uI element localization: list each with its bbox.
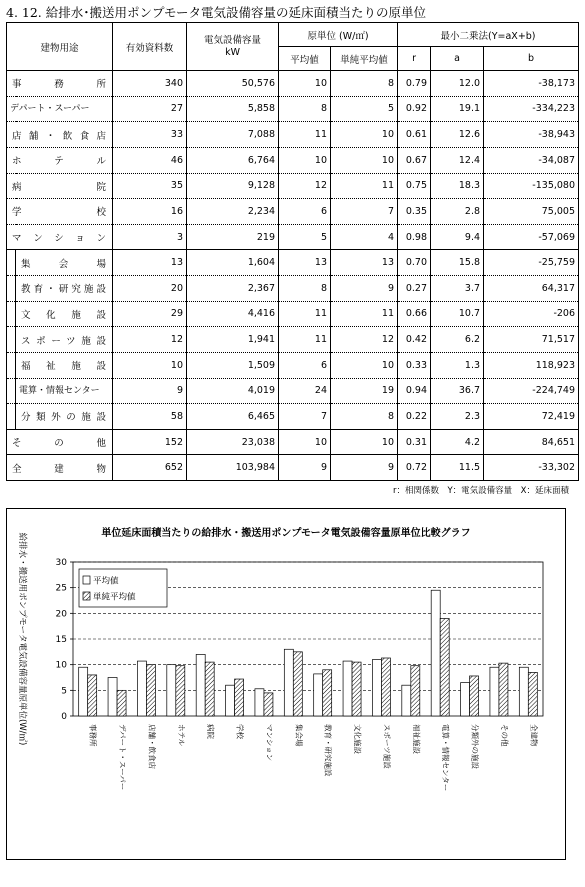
table-row — [7, 404, 579, 430]
cell-simple-avg: 10 — [331, 352, 398, 378]
cell-avg: 10 — [279, 147, 331, 173]
cell-count: 9 — [113, 378, 187, 404]
header-capacity-label: 電気設備容量 — [204, 34, 262, 46]
cell-avg: 9 — [279, 455, 331, 481]
cell-use: 分類外の施設 — [16, 404, 113, 430]
cell-use: 学 校 — [7, 199, 113, 225]
cell-r: 0.61 — [398, 122, 431, 148]
y-tick-label: 25 — [55, 583, 67, 594]
cell-use: 事 務 所 — [7, 71, 113, 97]
legend-label: 単純平均値 — [93, 592, 136, 603]
bar-avg — [490, 667, 499, 716]
header-lsq: 最小二乗法(Y=aX+b) — [398, 23, 579, 47]
cell-simple-avg: 9 — [331, 455, 398, 481]
table-row — [7, 276, 579, 302]
bar-simple-avg — [264, 693, 273, 716]
table-row — [7, 429, 579, 455]
cell-capacity: 5,858 — [187, 96, 279, 122]
cell-count: 35 — [113, 173, 187, 199]
cell-use: 集 会 場 — [16, 250, 113, 276]
cell-a: 15.8 — [431, 250, 484, 276]
cell-avg: 13 — [279, 250, 331, 276]
cell-b: 71,517 — [484, 327, 579, 353]
cell-capacity: 103,984 — [187, 455, 279, 481]
x-tick-label: 病院 — [206, 724, 216, 739]
cell-a: 18.3 — [431, 173, 484, 199]
cell-count: 46 — [113, 147, 187, 173]
x-tick-label: 分類外の施設 — [470, 724, 480, 769]
cell-r: 0.35 — [398, 199, 431, 225]
cell-count: 58 — [113, 404, 187, 430]
cell-r: 0.67 — [398, 147, 431, 173]
table-row — [7, 455, 579, 481]
cell-use: 教育・研究施設 — [16, 276, 113, 302]
cell-use: 店舗・飲食店 — [7, 122, 113, 148]
cell-a: 1.3 — [431, 352, 484, 378]
x-tick-label: 全建物 — [529, 724, 539, 747]
cell-b: 75,005 — [484, 199, 579, 225]
chart-title: 単位延床面積当たりの給排水・搬送用ポンプモータ電気設備容量原単位比較グラフ — [101, 528, 471, 539]
y-tick-label: 30 — [55, 558, 67, 568]
cell-simple-avg: 4 — [331, 224, 398, 250]
cell-count: 20 — [113, 276, 187, 302]
cell-simple-avg: 10 — [331, 122, 398, 148]
cell-count: 3 — [113, 224, 187, 250]
bar-avg — [431, 590, 440, 716]
cell-use: デパート・スーパー — [7, 96, 113, 122]
cell-avg: 8 — [279, 276, 331, 302]
bar-simple-avg — [440, 618, 449, 716]
bar-simple-avg — [88, 675, 97, 716]
table-row — [7, 250, 579, 276]
header-unit: 原単位 (W/㎡) — [279, 23, 398, 47]
cell-avg: 10 — [279, 71, 331, 97]
bar-avg — [226, 685, 235, 716]
cell-a: 6.2 — [431, 327, 484, 353]
cell-b: -135,080 — [484, 173, 579, 199]
cell-a: 11.5 — [431, 455, 484, 481]
cell-avg: 12 — [279, 173, 331, 199]
chart-box — [6, 508, 566, 860]
cell-r: 0.31 — [398, 429, 431, 455]
cell-b: 72,419 — [484, 404, 579, 430]
cell-capacity: 219 — [187, 224, 279, 250]
cell-simple-avg: 8 — [331, 71, 398, 97]
cell-capacity: 1,604 — [187, 250, 279, 276]
cell-count: 13 — [113, 250, 187, 276]
group-bracket — [7, 250, 16, 276]
cell-b: 84,651 — [484, 429, 579, 455]
bar-avg — [372, 660, 381, 716]
bar-avg — [255, 689, 264, 716]
group-bracket — [7, 327, 16, 353]
cell-avg: 10 — [279, 429, 331, 455]
x-tick-label: 集会場 — [294, 724, 304, 747]
table-row — [7, 199, 579, 225]
cell-capacity: 2,234 — [187, 199, 279, 225]
cell-a: 10.7 — [431, 301, 484, 327]
table-row — [7, 96, 579, 122]
cell-avg: 8 — [279, 96, 331, 122]
cell-a: 12.6 — [431, 122, 484, 148]
x-tick-label: 店舗・飲食店 — [147, 724, 157, 769]
header-use: 建物用途 — [7, 23, 113, 71]
cell-avg: 7 — [279, 404, 331, 430]
cell-avg: 24 — [279, 378, 331, 404]
header-a: a — [431, 47, 484, 71]
cell-capacity: 4,019 — [187, 378, 279, 404]
bar-simple-avg — [323, 670, 332, 716]
bar-simple-avg — [352, 662, 361, 716]
legend-label: 平均値 — [93, 576, 119, 587]
table-row — [7, 71, 579, 97]
cell-r: 0.98 — [398, 224, 431, 250]
y-tick-label: 10 — [55, 660, 67, 671]
bar-avg — [519, 667, 528, 716]
cell-use: そ の 他 — [7, 429, 113, 455]
cell-capacity: 6,764 — [187, 147, 279, 173]
bar-avg — [343, 661, 352, 716]
cell-a: 36.7 — [431, 378, 484, 404]
bar-simple-avg — [205, 662, 214, 716]
bar-simple-avg — [293, 652, 302, 716]
bar-avg — [79, 667, 88, 716]
cell-r: 0.92 — [398, 96, 431, 122]
cell-avg: 5 — [279, 224, 331, 250]
cell-r: 0.79 — [398, 71, 431, 97]
x-tick-label: 電算・情報センター — [441, 724, 451, 792]
cell-capacity: 1,509 — [187, 352, 279, 378]
cell-count: 27 — [113, 96, 187, 122]
x-tick-label: 教育・研究施設 — [323, 724, 333, 777]
cell-b: -25,759 — [484, 250, 579, 276]
cell-a: 4.2 — [431, 429, 484, 455]
bar-avg — [402, 685, 411, 716]
table-row — [7, 173, 579, 199]
y-tick-label: 20 — [55, 609, 67, 620]
bar-simple-avg — [499, 663, 508, 716]
bar-avg — [137, 661, 146, 716]
cell-r: 0.94 — [398, 378, 431, 404]
table-row — [7, 301, 579, 327]
bar-simple-avg — [176, 666, 185, 716]
cell-simple-avg: 19 — [331, 378, 398, 404]
header-simple-avg: 単純平均値 — [331, 47, 398, 71]
table-body — [7, 71, 579, 481]
cell-r: 0.22 — [398, 404, 431, 430]
x-tick-label: 文化施設 — [353, 724, 363, 754]
cell-use: 病 院 — [7, 173, 113, 199]
cell-simple-avg: 11 — [331, 173, 398, 199]
bar-simple-avg — [381, 658, 390, 716]
cell-capacity: 7,088 — [187, 122, 279, 148]
cell-r: 0.66 — [398, 301, 431, 327]
page-title: 4. 12. 給排水･搬送用ポンプモータ電気設備容量の延床面積当たりの原単位 — [6, 5, 427, 20]
x-tick-label: マンション — [264, 724, 274, 762]
cell-use: 全 建 物 — [7, 455, 113, 481]
cell-a: 9.4 — [431, 224, 484, 250]
cell-simple-avg: 7 — [331, 199, 398, 225]
cell-capacity: 1,941 — [187, 327, 279, 353]
cell-use: 文化施設 — [16, 301, 113, 327]
cell-simple-avg: 9 — [331, 276, 398, 302]
cell-b: -224,749 — [484, 378, 579, 404]
y-tick-label: 5 — [61, 686, 67, 697]
bar-avg — [461, 683, 470, 716]
group-bracket — [7, 352, 16, 378]
cell-b: -34,087 — [484, 147, 579, 173]
cell-r: 0.75 — [398, 173, 431, 199]
cell-r: 0.27 — [398, 276, 431, 302]
y-axis-label: 給排水・搬送用ポンプモータ電気設備容量原単位(W/㎡) — [17, 532, 27, 746]
cell-avg: 6 — [279, 352, 331, 378]
cell-capacity: 4,416 — [187, 301, 279, 327]
cell-count: 29 — [113, 301, 187, 327]
bar-avg — [167, 665, 176, 716]
unit-table — [6, 22, 579, 481]
cell-b: 64,317 — [484, 276, 579, 302]
cell-a: 2.3 — [431, 404, 484, 430]
x-tick-label: デパート・スーパー — [118, 724, 128, 791]
table-row — [7, 327, 579, 353]
table-row — [7, 352, 579, 378]
group-bracket — [7, 404, 16, 430]
header-r: r — [398, 47, 431, 71]
cell-r: 0.70 — [398, 250, 431, 276]
header-count: 有効資料数 — [113, 23, 187, 71]
cell-use: 電算・情報センター — [16, 378, 113, 404]
cell-simple-avg: 8 — [331, 404, 398, 430]
bar-simple-avg — [411, 666, 420, 716]
cell-use: スポーツ施設 — [16, 327, 113, 353]
cell-b: -206 — [484, 301, 579, 327]
cell-count: 340 — [113, 71, 187, 97]
cell-simple-avg: 13 — [331, 250, 398, 276]
header-avg: 平均値 — [279, 47, 331, 71]
cell-use: マンション — [7, 224, 113, 250]
cell-count: 652 — [113, 455, 187, 481]
cell-use: 福祉施設 — [16, 352, 113, 378]
x-tick-label: その他 — [499, 724, 509, 747]
cell-simple-avg: 12 — [331, 327, 398, 353]
cell-simple-avg: 5 — [331, 96, 398, 122]
y-tick-label: 0 — [61, 712, 67, 722]
cell-r: 0.33 — [398, 352, 431, 378]
cell-b: -334,223 — [484, 96, 579, 122]
cell-a: 12.0 — [431, 71, 484, 97]
cell-capacity: 2,367 — [187, 276, 279, 302]
header-capacity-unit: kW — [225, 46, 240, 58]
x-tick-label: スポーツ施設 — [382, 724, 392, 769]
header-b: b — [484, 47, 579, 71]
cell-b: -38,173 — [484, 71, 579, 97]
cell-use: ホ テ ル — [7, 147, 113, 173]
cell-a: 3.7 — [431, 276, 484, 302]
cell-b: -57,069 — [484, 224, 579, 250]
x-tick-label: 学校 — [235, 724, 245, 739]
x-tick-label: ホテル — [176, 724, 186, 747]
cell-r: 0.42 — [398, 327, 431, 353]
table-row — [7, 224, 579, 250]
bar-avg — [196, 654, 205, 716]
group-bracket — [7, 378, 16, 404]
cell-count: 10 — [113, 352, 187, 378]
bar-avg — [108, 678, 117, 717]
cell-avg: 6 — [279, 199, 331, 225]
table-row — [7, 147, 579, 173]
cell-avg: 11 — [279, 327, 331, 353]
cell-capacity: 6,465 — [187, 404, 279, 430]
cell-capacity: 9,128 — [187, 173, 279, 199]
header-capacity — [187, 23, 279, 71]
cell-a: 12.4 — [431, 147, 484, 173]
cell-simple-avg: 11 — [331, 301, 398, 327]
cell-a: 2.8 — [431, 199, 484, 225]
cell-b: -38,943 — [484, 122, 579, 148]
cell-b: -33,302 — [484, 455, 579, 481]
cell-avg: 11 — [279, 301, 331, 327]
cell-count: 152 — [113, 429, 187, 455]
cell-capacity: 23,038 — [187, 429, 279, 455]
bar-simple-avg — [528, 672, 537, 716]
x-tick-label: 事務所 — [88, 724, 98, 747]
table-note: r：相関係数 Y：電気設備容量 X：延床面積 — [392, 486, 569, 496]
cell-capacity: 50,576 — [187, 71, 279, 97]
bar-chart — [7, 509, 565, 859]
cell-count: 33 — [113, 122, 187, 148]
table-row — [7, 378, 579, 404]
cell-r: 0.72 — [398, 455, 431, 481]
bar-simple-avg — [470, 676, 479, 716]
cell-a: 19.1 — [431, 96, 484, 122]
cell-b: 118,923 — [484, 352, 579, 378]
x-tick-label: 福祉施設 — [411, 724, 421, 754]
bar-simple-avg — [235, 679, 244, 716]
legend-swatch — [83, 576, 90, 584]
cell-simple-avg: 10 — [331, 147, 398, 173]
table-row — [7, 122, 579, 148]
bar-simple-avg — [117, 690, 126, 716]
cell-count: 16 — [113, 199, 187, 225]
cell-count: 12 — [113, 327, 187, 353]
legend-swatch — [83, 592, 90, 600]
y-tick-label: 15 — [55, 635, 67, 645]
group-bracket — [7, 276, 16, 302]
bar-avg — [314, 674, 323, 716]
bar-avg — [284, 649, 293, 716]
bar-simple-avg — [146, 665, 155, 716]
cell-simple-avg: 10 — [331, 429, 398, 455]
group-bracket — [7, 301, 16, 327]
cell-avg: 11 — [279, 122, 331, 148]
